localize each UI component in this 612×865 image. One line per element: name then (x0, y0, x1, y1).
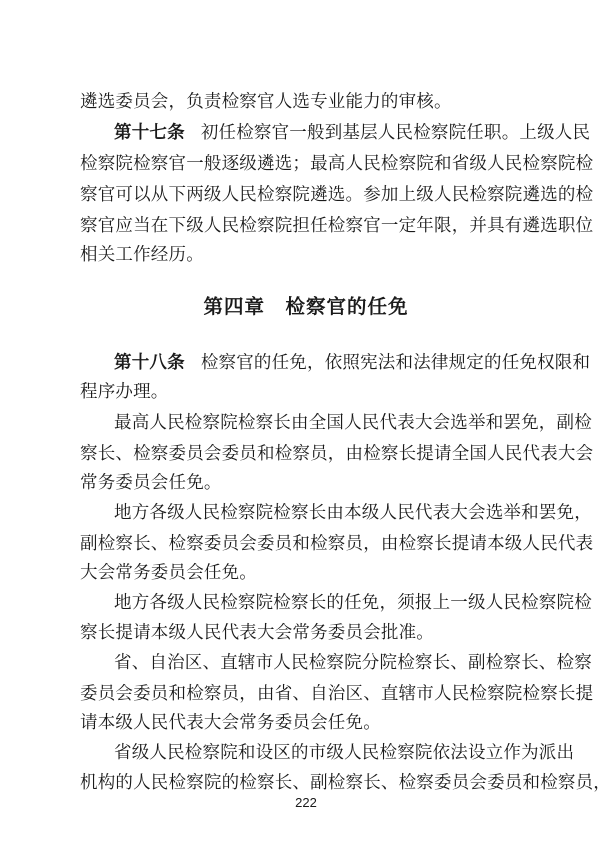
text-line: 大会常务委员会任免。 (80, 563, 257, 583)
text-line: 察长提请本级人民代表大会常务委员会批准。 (80, 623, 434, 643)
text-line: 地方各级人民检察院检察长的任免，须报上一级人民检察院检 (114, 593, 592, 613)
text-line: 察官可以从下两级人民检察院遴选。参加上级人民检察院遴选的检 (80, 185, 594, 205)
article-17-text: 初任检察官一般到基层人民检察院任职。上级人民 (200, 123, 591, 143)
article-17-first-line (114, 123, 590, 143)
text-line: 副检察长、检察委员会委员和检察员，由检察长提请本级人民代表 (80, 534, 594, 554)
text-line: 察长、检察委员会委员和检察员，由检察长提请全国人民代表大会 (80, 444, 594, 464)
text-line: 机构的人民检察院的检察长、副检察长、检察委员会委员和检察员， (80, 773, 611, 793)
text-line: 程序办理。 (80, 382, 169, 402)
text-line: 最高人民检察院检察长由全国人民代表大会选举和罢免，副检 (114, 413, 592, 433)
text-line: 省、自治区、直辖市人民检察院分院检察长、副检察长、检察 (114, 653, 592, 673)
text-line: 委员会委员和检察员，由省、自治区、直辖市人民检察院检察长提 (80, 684, 594, 704)
text-line: 请本级人民代表大会常务委员会任免。 (80, 713, 381, 733)
text-line: 相关工作经历。 (80, 245, 204, 265)
chapter-title: 第四章 检察官的任免 (203, 295, 409, 318)
article-18-first-line (114, 353, 590, 373)
text-line: 察官应当在下级人民检察院担任检察官一定年限，并具有遴选职位 (80, 216, 594, 236)
article-18-label: 第十八条 (114, 353, 185, 373)
text-line: 常务委员会任免。 (80, 473, 222, 493)
article-17-label: 第十七条 (114, 123, 185, 143)
text-line: 地方各级人民检察院检察长由本级人民代表大会选举和罢免， (114, 503, 592, 523)
text-line: 检察院检察官一般逐级遴选；最高人民检察院和省级人民检察院检 (80, 154, 594, 174)
text-line: 省级人民检察院和设区的市级人民检察院依法设立作为派出 (114, 743, 575, 763)
page-number: 222 (295, 795, 317, 810)
article-18-text: 检察官的任免，依照宪法和法律规定的任免权限和 (200, 353, 591, 373)
text-line: 遴选委员会，负责检察官人选专业能力的审核。 (80, 92, 452, 112)
